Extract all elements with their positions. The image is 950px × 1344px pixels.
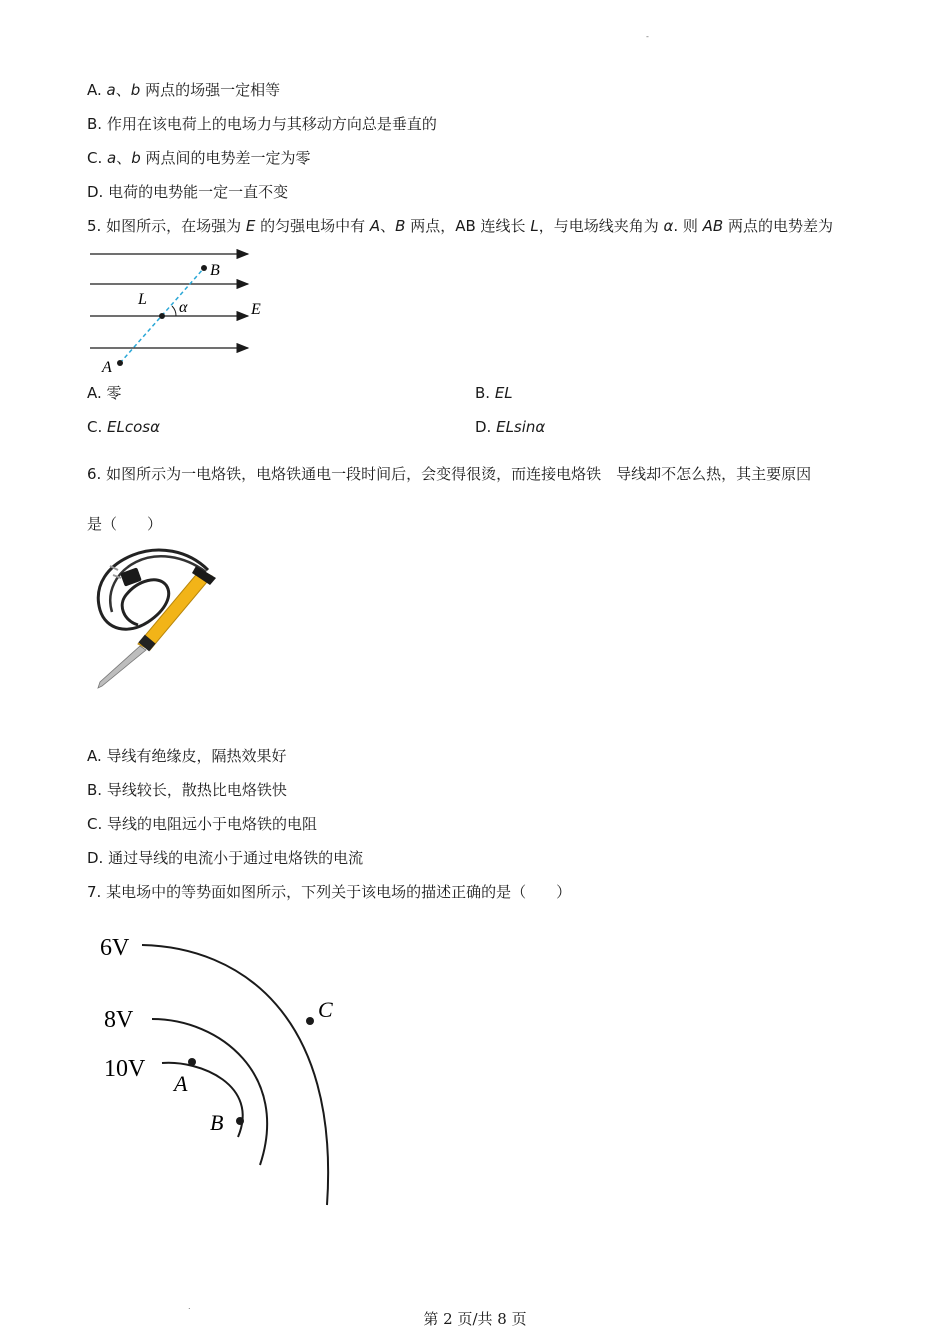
alpha-arc: [172, 306, 176, 316]
q4-option-a: A. a、b 两点的场强一定相等: [87, 81, 281, 99]
label-alpha: α: [179, 299, 188, 316]
equipotential-8v: [152, 1019, 267, 1165]
q6-stem-line-1: 6. 如图所示为一电烙铁，电烙铁通电一段时间后，会变得很烫，而连接电烙铁 导线却不怎么热，其主要原因: [87, 465, 812, 483]
bottom-dot-mark: .: [188, 1302, 191, 1311]
q6-stem-line-2: 是（ ）: [87, 515, 163, 533]
q4-option-b: B. 作用在该电荷上的电场力与其移动方向总是垂直的: [87, 115, 437, 133]
q5-field-figure: [80, 244, 280, 378]
label-a: A: [102, 359, 112, 376]
label-c: C: [318, 997, 333, 1022]
q6-option-b: B. 导线较长，散热比电烙铁快: [87, 781, 287, 799]
label-e: E: [251, 301, 261, 318]
q7-stem: 7. 某电场中的等势面如图所示，下列关于该电场的描述正确的是（ ）: [87, 883, 572, 901]
equipotential-6v: [142, 945, 328, 1205]
label-b: B: [210, 1110, 224, 1135]
q7-equipotential-figure: [90, 925, 370, 1215]
q5-option-b: B. EL: [475, 384, 513, 402]
iron-handle: [138, 570, 212, 650]
label-10v: 10V: [104, 1056, 146, 1082]
point-c: [306, 1017, 314, 1025]
label-6v: 6V: [100, 935, 130, 961]
q6-option-a: A. 导线有绝缘皮，隔热效果好: [87, 747, 287, 765]
q4-option-d: D. 电荷的电势能一定一直不变: [87, 183, 289, 201]
top-dot-mark: -: [646, 32, 649, 41]
q6-option-c: C. 导线的电阻远小于电烙铁的电阻: [87, 815, 318, 833]
q6-option-d: D. 通过导线的电流小于通过电烙铁的电流: [87, 849, 364, 867]
page-footer: 第 2 页/共 8 页: [423, 1310, 527, 1328]
point-a: [188, 1058, 196, 1066]
label-b: B: [210, 262, 220, 279]
q5-option-d: D. ELsinα: [475, 418, 546, 436]
iron-tip: [98, 646, 146, 688]
q5-option-a: A. 零: [87, 384, 122, 402]
midpoint: [159, 313, 165, 319]
point-b: [236, 1117, 244, 1125]
q5-stem: 5. 如图所示，在场强为 E 的匀强电场中有 A、B 两点，AB 连线长 L，与电场线夹角为 α. 则 AB 两点的电势差为: [87, 217, 834, 235]
label-a: A: [174, 1071, 188, 1096]
q4-option-c: C. a、b 两点间的电势差一定为零: [87, 149, 311, 167]
label-l: L: [138, 291, 147, 308]
label-8v: 8V: [104, 1007, 134, 1033]
point-b: [201, 265, 207, 271]
point-a: [117, 360, 123, 366]
q5-option-c: C. ELcosα: [87, 418, 160, 436]
soldering-iron-picture: [88, 540, 228, 692]
